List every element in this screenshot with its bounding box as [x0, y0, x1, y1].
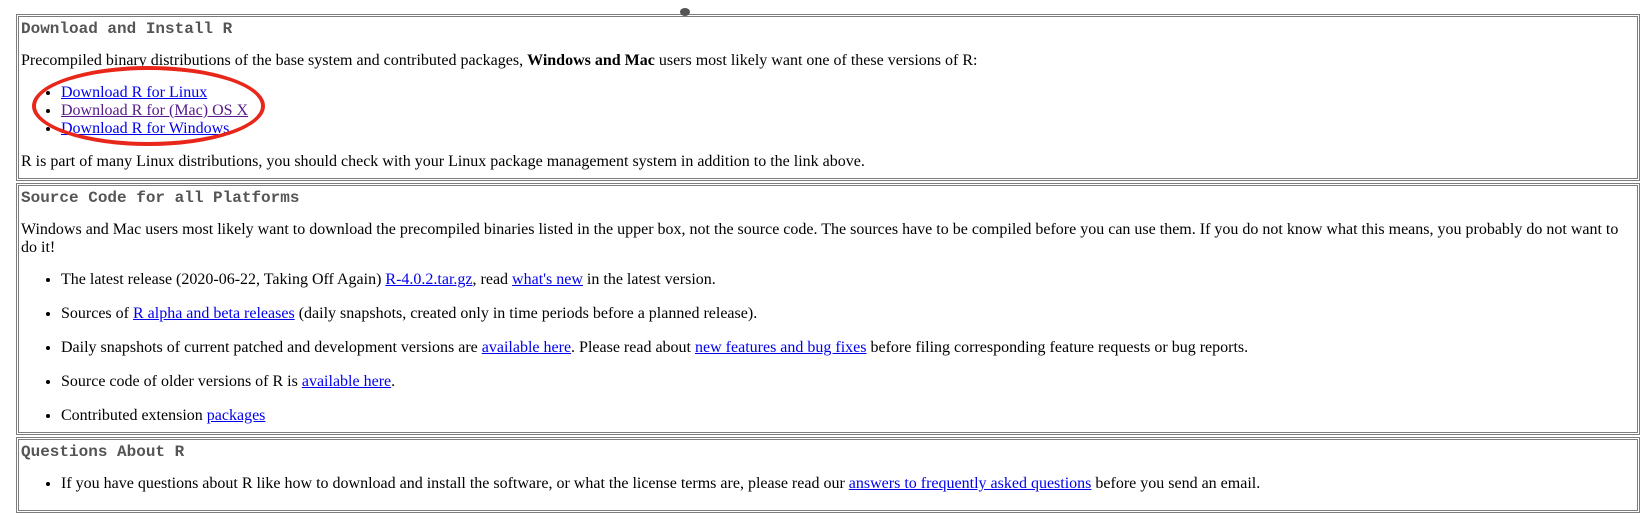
list-item [61, 373, 1635, 391]
download-linux-link[interactable]: Download R for Linux [61, 84, 208, 101]
source-heading: Source Code for all Platforms [21, 189, 300, 207]
item-text: Sources of [61, 305, 133, 322]
item-text: . Please read about [571, 339, 695, 356]
whats-new-link[interactable]: what's new [512, 271, 583, 288]
item-text: , read [472, 271, 513, 288]
daily-snapshots-link[interactable]: available here [481, 339, 572, 356]
questions-heading: Questions About R [21, 443, 185, 461]
item-text: Source code of older versions of R is [61, 373, 302, 390]
questions-box-inner [18, 439, 1638, 511]
item-text: If you have questions about R like how to download and install the software, or what the license terms are, please read our [61, 475, 849, 492]
list-item [61, 84, 1635, 102]
faq-link[interactable]: answers to frequently asked questions [848, 475, 1092, 492]
new-features-link[interactable]: new features and bug fixes [695, 339, 867, 356]
install-box [16, 14, 1640, 181]
download-links-list [21, 84, 1635, 138]
source-box [16, 183, 1640, 435]
download-windows-link[interactable]: Download R for Windows [61, 120, 230, 137]
source-box-inner [18, 185, 1638, 433]
install-intro-text-end: users most likely want one of these versions of R: [654, 52, 978, 69]
questions-list [21, 475, 1635, 493]
install-box-inner [18, 16, 1638, 179]
item-text: Daily snapshots of current patched and development versions are [61, 339, 482, 356]
list-item [61, 102, 1635, 120]
linux-note: R is part of many Linux distributions, you should check with your Linux package management system in addition to the link above. [21, 153, 865, 170]
packages-link[interactable]: packages [206, 407, 266, 424]
alpha-beta-releases-link[interactable]: R alpha and beta releases [132, 305, 295, 322]
item-text: before you send an email. [1091, 475, 1261, 492]
install-intro [21, 52, 1635, 70]
list-item [61, 407, 1635, 425]
list-item [61, 271, 1635, 289]
list-item [61, 120, 1635, 138]
install-intro-text: Precompiled binary distributions of the base system and contributed packages, [21, 52, 528, 69]
item-text: before filing corresponding feature requests or bug reports. [866, 339, 1249, 356]
install-heading: Download and Install R [21, 20, 233, 38]
item-text: in the latest version. [582, 271, 716, 288]
latest-release-link[interactable]: R-4.0.2.tar.gz [385, 271, 473, 288]
questions-box [16, 437, 1640, 513]
install-intro-bold: Windows and Mac [527, 52, 655, 69]
list-item [61, 475, 1635, 493]
page-content [16, 14, 1640, 515]
list-item [61, 305, 1635, 323]
item-text: The latest release (2020-06-22, Taking Off Again) [61, 271, 386, 288]
source-items-list [21, 271, 1635, 425]
item-text: (daily snapshots, created only in time periods before a planned release). [294, 305, 758, 322]
item-text: . [391, 373, 396, 390]
download-mac-link[interactable]: Download R for (Mac) OS X [61, 102, 249, 119]
item-text: Contributed extension [61, 407, 207, 424]
source-intro: Windows and Mac users most likely want to download the precompiled binaries listed in the upper box, not the source code. The sources have to be compiled before you can use them. If you do not know what this means, you probably do not want to do it! [21, 221, 1619, 256]
cropped-glyph [680, 8, 690, 16]
list-item [61, 339, 1635, 357]
older-versions-link[interactable]: available here [301, 373, 392, 390]
